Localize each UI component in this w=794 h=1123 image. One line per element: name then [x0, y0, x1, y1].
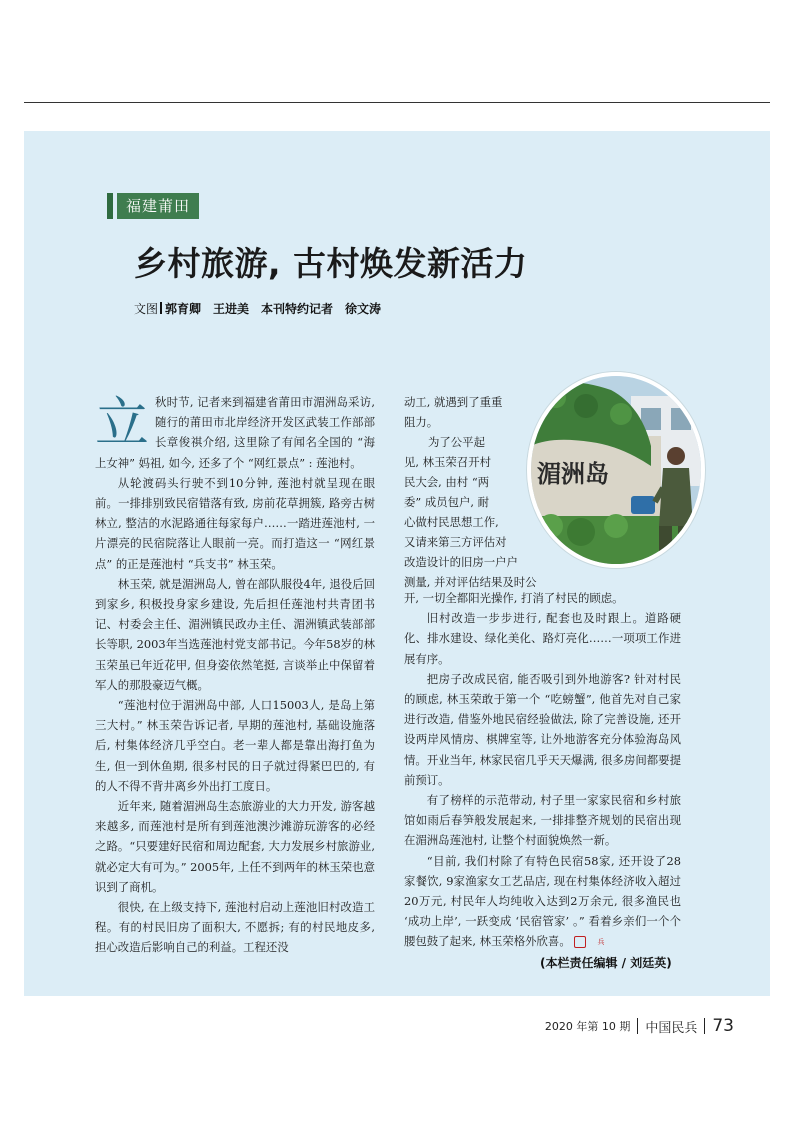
- wrap-line: 动工, 就遇到了重重: [404, 395, 503, 409]
- dropcap: 立: [95, 391, 149, 454]
- section-tag-bar: [107, 193, 113, 219]
- byline-tag: 文图: [134, 302, 159, 316]
- paragraph: 旧村改造一步步进行, 配套也及时跟上。道路硬化、排水建设、绿化美化、路灯亮化……一项项工作进展有序。: [404, 611, 681, 666]
- paragraph: 把房子改成民宿, 能否吸引到外地游客? 针对村民的顾虑, 林玉荣敢于第一个 “吃螃蟹”, 他首先对自己家进行改造, 借鉴外地民宿经验做法, 除了完善设施, 还开设两岸风情房、棋牌室等, 让外地游客充分体验海岛风情。开业当年, 林家民宿几乎天天爆满, 很多房间都要提前预订。: [404, 671, 681, 787]
- wrap-line: 见, 林玉荣召开村: [404, 455, 491, 469]
- wrap-line: 委” 成员包户, 耐: [404, 495, 490, 509]
- paragraph: 近年来, 随着湄洲岛生态旅游业的大力开发, 游客越来越多, 而莲池村是所有到莲池澳沙滩游玩游客的必经之路。“只要建好民宿和周边配套, 大力发展乡村旅游业, 就必定大有可为。” 2005年, 上任不到两年的林玉荣也意识到了商机。: [95, 799, 375, 894]
- byline-authors: 郭育卿 王进美 本刊特约记者 徐文涛: [165, 302, 382, 316]
- issue-number: 2020 年第 10 期: [544, 1020, 631, 1033]
- paragraph: 秋时节, 记者来到福建省莆田市湄洲岛采访, 随行的莆田市北岸经济开发区武装工作部部长章俊祺介绍, 这里除了有闻名全国的 “海上女神” 妈祖, 如今, 还多了个 “网红景点” : 莲池村。: [95, 395, 375, 470]
- wrap-line: 又请来第三方评估对: [404, 535, 507, 549]
- byline-separator: [160, 302, 162, 314]
- top-rule: [24, 102, 770, 103]
- paragraph: [404, 851, 681, 952]
- paragraph: 从轮渡码头行驶不到10分钟, 莲池村就呈现在眼前。一排排别致民宿错落有致, 房前花草拥簇, 路旁古树林立, 整洁的水泥路通往每家每户……一踏进莲池村, 一片漂亮的民宿院落让人眼前一亮。而打造这一 “网红景点” 的正是莲池村 “兵支书” 林玉荣。: [95, 475, 375, 571]
- wrap-line: 改造设计的旧房一户户: [404, 555, 518, 569]
- section-tag: [107, 193, 199, 219]
- end-mark: 兵: [574, 936, 586, 948]
- paragraph: 很快, 在上级支持下, 莲池村启动上莲池旧村改造工程。有的村民旧房了面积大, 不愿拆; 有的村民地皮多, 担心改造后影响自己的利益。工程还没: [95, 900, 375, 955]
- paragraph: 开, 一切全都阳光操作, 打消了村民的顾虑。: [404, 591, 624, 605]
- paragraph: 有了榜样的示范带动, 村子里一家家民宿和乡村旅馆如雨后春笋般发展起来, 一排排整齐规划的民宿出现在湄洲岛莲池村, 让整个村面貌焕然一新。: [404, 793, 681, 848]
- wrap-line: 测量, 并对评估结果及时公: [404, 575, 537, 589]
- wrap-line: 为了公平起: [428, 435, 485, 449]
- page-footer: [545, 1016, 734, 1036]
- footer-divider: [704, 1018, 705, 1034]
- headline: 乡村旅游, 古村焕发新活力: [134, 244, 528, 283]
- article-column-left: [95, 392, 375, 958]
- editor-note: (本栏责任编辑 / 刘廷英): [540, 956, 672, 970]
- paragraph-text: “目前, 我们村除了有特色民宿58家, 还开设了28家餐饮, 9家渔家女工艺品店, 现在村集体经济收入超过20万元, 村民年人均纯收入达到2万余元, 很多渔民也 ‘成功上岸’, 一跃变成 ‘民宿管家’ 。” 看着乡亲们一个个腰包鼓了起来, 林玉荣格外欣喜。: [404, 853, 681, 949]
- article-photo: [527, 372, 705, 568]
- section-tag-label: 福建莆田: [117, 193, 199, 219]
- photo-sign-text: 湄洲岛: [537, 460, 609, 488]
- page-number: 73: [712, 1016, 734, 1036]
- paragraph: “莲池村位于湄洲岛中部, 人口15003人, 是岛上第三大村。” 林玉荣告诉记者, 早期的莲池村, 基础设施落后, 村集体经济几乎空白。老一辈人都是靠出海打鱼为生, 但一到休鱼期, 很多村民的日子就过得紧巴巴的, 有的人不得不背井离乡外出打工度日。: [95, 698, 375, 793]
- wrap-line: 民大会, 由村 “两: [404, 475, 490, 489]
- wrap-line: 心做村民思想工作,: [404, 515, 499, 529]
- article-column-right: [404, 588, 681, 952]
- magazine-name: 中国民兵: [645, 1020, 698, 1036]
- photo-illustration: [531, 376, 701, 564]
- paragraph: 林玉荣, 就是湄洲岛人, 曾在部队服役4年, 退役后回到家乡, 积极投身家乡建设, 先后担任莲池村共青团书记、村委会主任、湄洲镇民政办主任、湄洲镇武装部部长等职, 2003年当选莲池村党支部书记。今年58岁的林玉荣虽已年近花甲, 但身姿依然笔挺, 言谈举止中保留着军人的那股豪迈气概。: [95, 576, 375, 692]
- wrap-line: 阻力。: [404, 415, 439, 429]
- byline: [134, 300, 381, 317]
- footer-divider: [637, 1018, 638, 1034]
